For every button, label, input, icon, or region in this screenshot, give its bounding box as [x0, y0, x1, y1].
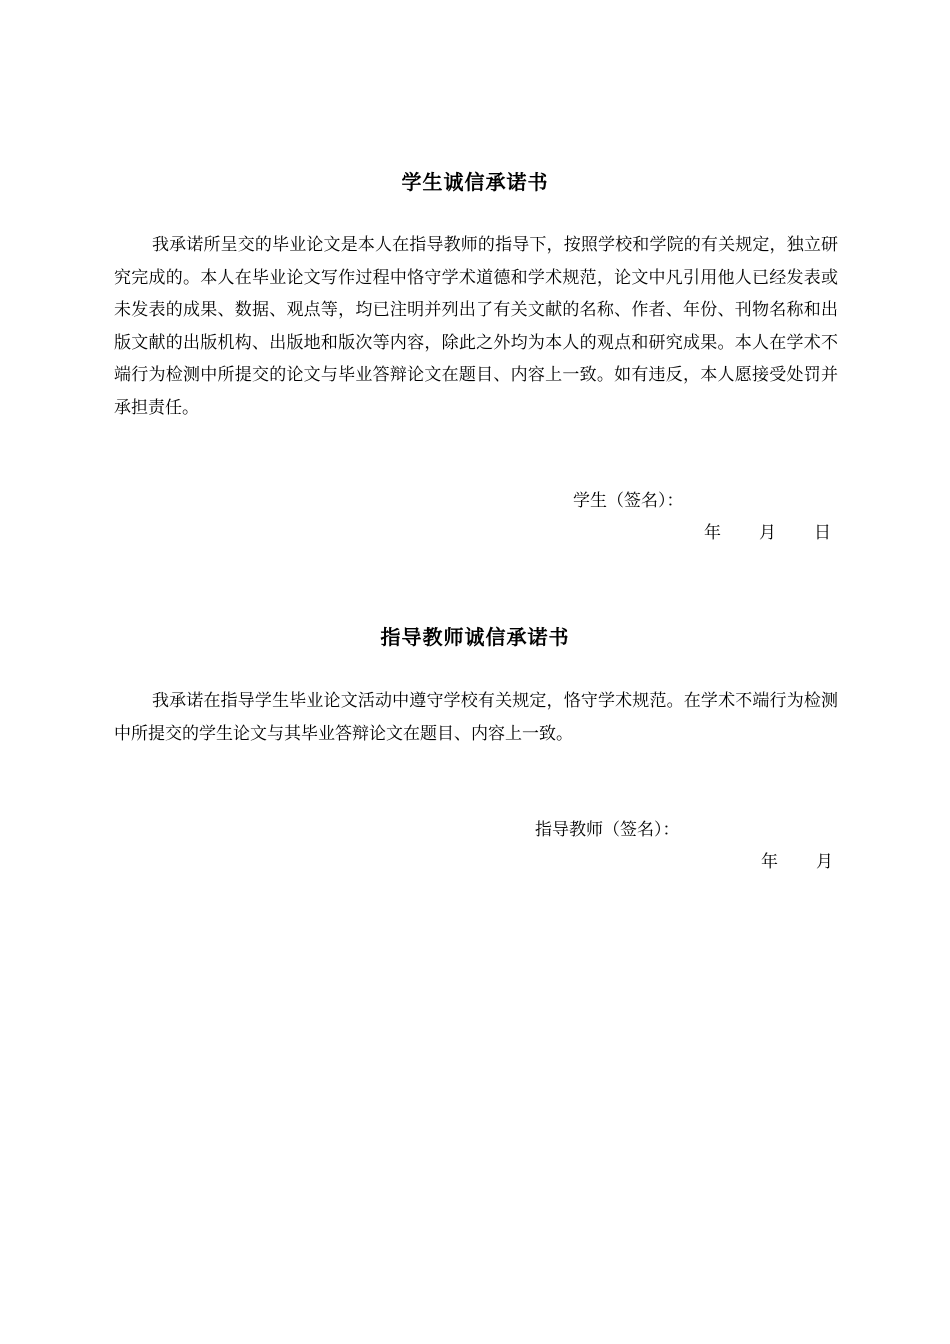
student-pledge-title: 学生诚信承诺书	[401, 170, 549, 194]
student-date-day: 日	[814, 523, 831, 543]
teacher-date-line	[761, 850, 833, 874]
student-signature-label: 学生（签名）：	[573, 491, 684, 511]
student-pledge-paragraph: 我承诺所呈交的毕业论文是本人在指导教师的指导下，按照学校和学院的有关规定，独立研究完成的。本人在毕业论文写作过程中恪守学术道德和学术规范，论文中凡引用他人已经发表或未发表的成果、数据、观点等，均已注明并列出了有关文献的名称、作者、年份、刊物名称和出版文献的出版机构、出版地和版次等内容，除此之外均为本人的观点和研究成果。本人在学术不端行为检测中所提交的论文与毕业答辩论文在题目、内容上一致。如有违反，本人愿接受处罚并承担责任。	[114, 235, 838, 418]
student-date-month: 月	[759, 523, 776, 543]
teacher-pledge-title: 指导教师诚信承诺书	[380, 625, 570, 649]
student-date-line	[704, 521, 831, 545]
teacher-pledge-paragraph: 我承诺在指导学生毕业论文活动中遵守学校有关规定，恪守学术规范。在学术不端行为检测中所提交的学生论文与其毕业答辩论文在题目、内容上一致。	[114, 691, 838, 744]
teacher-signature-label: 指导教师（签名）：	[535, 820, 680, 840]
teacher-date-month: 月	[816, 852, 833, 872]
student-date-year: 年	[704, 523, 721, 543]
teacher-date-year: 年	[761, 852, 778, 872]
